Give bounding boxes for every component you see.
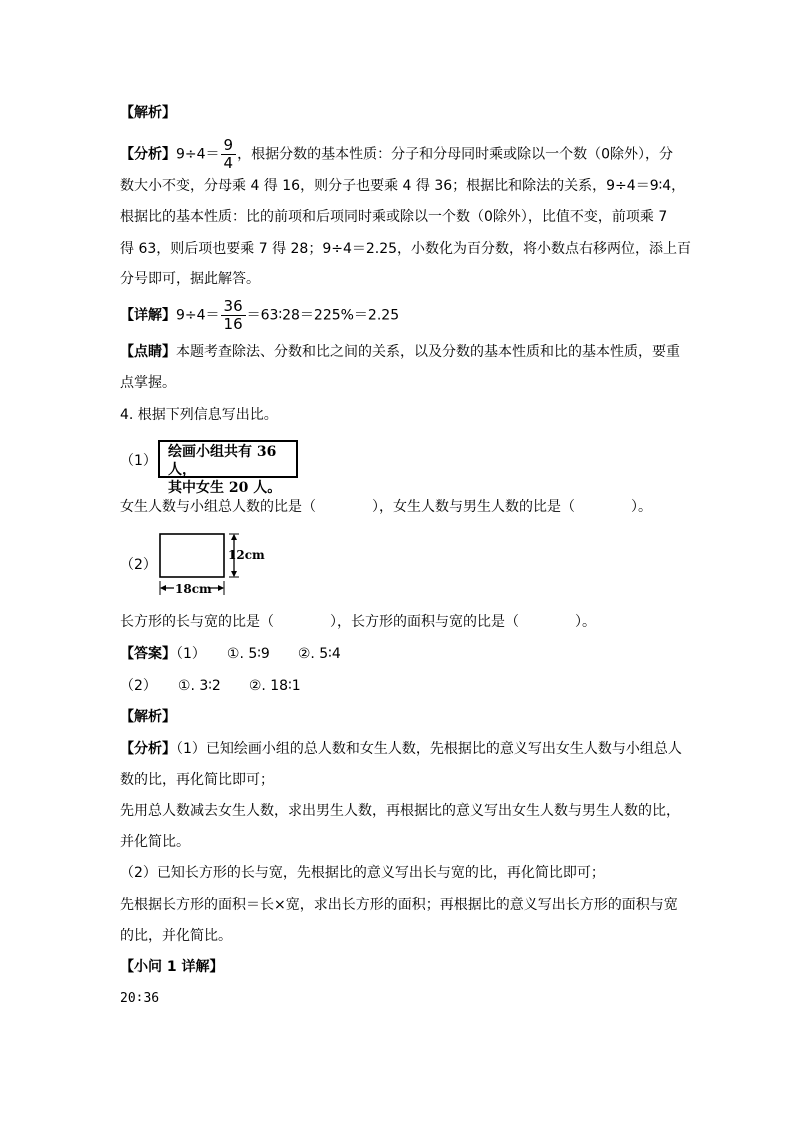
part-1-label: （1） (120, 453, 157, 469)
analysis-2-line-7: 的比，并化简比。 (120, 928, 232, 944)
detail-tag: 【详解】 (120, 307, 176, 324)
detail-line (120, 298, 399, 333)
analysis-line-2: 数大小不变，分母乘 4 得 16，则分子也要乘 4 得 36；根据比和除法的关系，9÷4＝9∶4， (120, 178, 686, 194)
detail-result: ＝63∶28＝225%＝2.25 (246, 307, 400, 324)
part-2-label: （2） (120, 557, 157, 573)
fraction-9-over-4: $\frac{9}{4}$ (221, 137, 237, 172)
detail-expression: 9÷4＝ (176, 307, 220, 324)
analysis-line-3: 根据比的基本性质：比的前项和后项同时乘或除以一个数（0除外），比值不变，前项乘 7 (120, 209, 668, 225)
key-point-line-2: 点掌握。 (120, 375, 176, 391)
analysis-line-4: 得 63，则后项也要乘 7 得 28；9÷4＝2.25，小数化为百分数，将小数点右移两位，添上百 (120, 241, 692, 257)
info-box-line-2: 其中女生 20 人。 (168, 480, 282, 496)
answer-tag: 【答案】 (120, 646, 176, 662)
part-2-question: 长方形的长与宽的比是（ ），长方形的面积与宽的比是（ ）。 (120, 614, 596, 630)
analysis-heading: 【解析】 (120, 105, 176, 121)
analysis-heading-2: 【解析】 (120, 709, 176, 725)
analysis-paragraph-line-1 (120, 137, 673, 172)
analysis-text: ，根据分数的基本性质：分子和分母同时乘或除以一个数（0除外），分 (237, 146, 673, 163)
analysis-2-line-3: 先用总人数减去女生人数，求出男生人数，再根据比的意义写出女生人数与男生人数的比， (120, 803, 680, 819)
analysis-2-line-5: （2）已知长方形的长与宽，先根据比的意义写出长与宽的比，再化简比即可； (120, 865, 605, 881)
analysis-2-line-1: 【分析】（1）已知绘画小组的总人数和女生人数，先根据比的意义写出女生人数与小组总人 (120, 741, 682, 757)
rectangle-diagram (150, 528, 270, 600)
analysis-line-5: 分号即可，据此解答。 (120, 271, 260, 287)
analysis-2-line-2: 数的比，再化简比即可； (120, 772, 274, 788)
answer-line-2: （2） ①. 3∶2 ②. 18∶1 (120, 678, 301, 694)
analysis-2-line-6: 先根据长方形的面积＝长×宽，求出长方形的面积；再根据比的意义写出长方形的面积与宽 (120, 897, 678, 913)
division-expression: 9÷4＝ (176, 146, 220, 163)
rectangle-shape (160, 534, 224, 577)
fraction-36-over-16: $\frac{36}{16}$ (221, 298, 246, 333)
info-box-line-1: 绘画小组共有 36 人， (168, 444, 277, 478)
width-label: 18cm (175, 582, 212, 596)
info-box (158, 440, 298, 496)
subquestion-1-heading: 【小问 1 详解】 (120, 959, 224, 975)
answer-1: （1） ①. 5∶9 ②. 5∶4 (176, 646, 341, 662)
key-point-line-1: 【点睛】本题考查除法、分数和比之间的关系，以及分数的基本性质和比的基本性质，要重 (120, 344, 680, 360)
key-point-tag: 【点睛】 (120, 344, 176, 360)
analysis-tag: 【分析】 (120, 146, 176, 163)
ratio-answer: 20∶36 (120, 991, 160, 1006)
analysis-tag-2: 【分析】 (120, 741, 176, 757)
question-4-title: 4. 根据下列信息写出比。 (120, 407, 278, 423)
analysis-2-line-4: 并化简比。 (120, 834, 190, 850)
answer-line-1 (120, 645, 341, 663)
part-1-question: 女生人数与小组总人数的比是（ ），女生人数与男生人数的比是（ ）。 (120, 499, 652, 515)
height-label: 12cm (228, 548, 265, 562)
